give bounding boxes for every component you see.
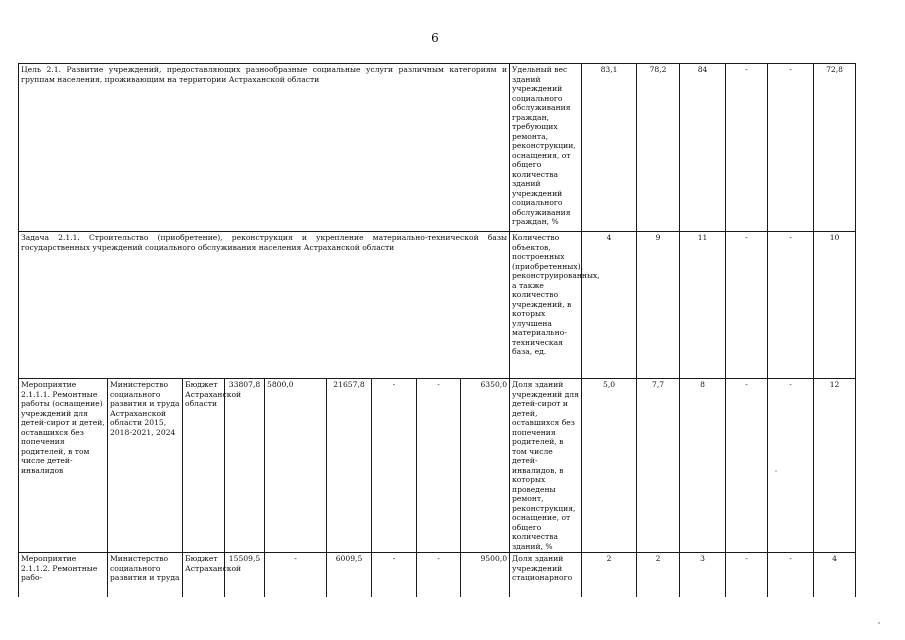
page-number: 6 [431,31,439,45]
activity-year-amount: 21657,8 [327,379,372,553]
activity-value: 12 [814,379,856,553]
activity-source: Бюджет Астраханской [183,553,225,597]
task-row [19,232,856,379]
activity-row [19,379,856,553]
activity-value: 2 [637,553,680,597]
scan-speck [775,470,777,472]
activity-value: 4 [814,553,856,597]
activity-indicator: Доля зданий учреждений стационарного [510,553,582,597]
activity-value: 8 [680,379,726,553]
activity-executor: Министерство социального развития и труда [108,553,183,597]
activity-source: Бюджет Астраханской области [183,379,225,553]
task-value: 10 [814,232,856,379]
goal-value: - [768,64,814,232]
activity-year-amount: - [417,553,461,597]
task-value: 4 [582,232,637,379]
task-value: - [768,232,814,379]
goal-value: 78,2 [637,64,680,232]
goal-value: 83,1 [582,64,637,232]
activity-name: Мероприятие 2.1.1.1. Ремонтные работы (оснащение) учреждений для детей-сирот и детей, оставшихся без попечения родителей, в том числе детей-инвалидов [19,379,108,553]
activity-year-amount: - [265,553,327,597]
activity-value: - [768,553,814,597]
activity-value: - [726,379,768,553]
activity-year-amount: 9500,0 [461,553,510,597]
activity-value: 3 [680,553,726,597]
task-value: 11 [680,232,726,379]
activity-total: 33807,8 [225,379,265,553]
activity-value: - [726,553,768,597]
goal-indicator: Удельный вес зданий учреждений социального обслуживания граждан, требующих ремонта, реконструкции, оснащения, от общего количества зданий учреждений социального обслуживания граждан, % [510,64,582,232]
goal-value: 72,8 [814,64,856,232]
goal-value: 84 [680,64,726,232]
activity-value: 2 [582,553,637,597]
activity-value: - [768,379,814,553]
task-value: - [726,232,768,379]
task-indicator: Количество объектов, построенных (приобретенных), реконструированных, а также количество учреждений, в которых улучшена материально-техническая база, ед. [510,232,582,379]
activity-name: Мероприятие 2.1.1.2. Ремонтные рабо- [19,553,108,597]
program-table [18,63,856,597]
activity-total: 15509,5 [225,553,265,597]
activity-value: 5,0 [582,379,637,553]
activity-year-amount: 6350,0 [461,379,510,553]
task-text: Задача 2.1.1. Строительство (приобретение), реконструкция и укрепление материально-технической базы государственных учреждений социального обслуживания населения Астраханской области [19,232,510,379]
activity-year-amount: - [417,379,461,553]
scan-speck [878,622,880,624]
activity-year-amount: - [372,553,417,597]
activity-year-amount: 6009,5 [327,553,372,597]
activity-value: 7,7 [637,379,680,553]
goal-row [19,64,856,232]
goal-value: - [726,64,768,232]
activity-year-amount: - [372,379,417,553]
goal-text: Цель 2.1. Развитие учреждений, предоставляющих разнообразные социальные услуги различным категориям и группам населения, проживающим на территории Астраханской области [19,64,510,232]
activity-executor: Министерство социального развития и труда Астраханской области 2015, 2018-2021, 2024 [108,379,183,553]
activity-row [19,553,856,597]
task-value: 9 [637,232,680,379]
activity-indicator: Доля зданий учреждений для детей-сирот и детей, оставшихся без попечения родителей, в том числе детей-инвалидов, в которых проведены ремонт, реконструкция, оснащение, от общего количества зданий, % [510,379,582,553]
activity-year-amount: 5800,0 [265,379,327,553]
